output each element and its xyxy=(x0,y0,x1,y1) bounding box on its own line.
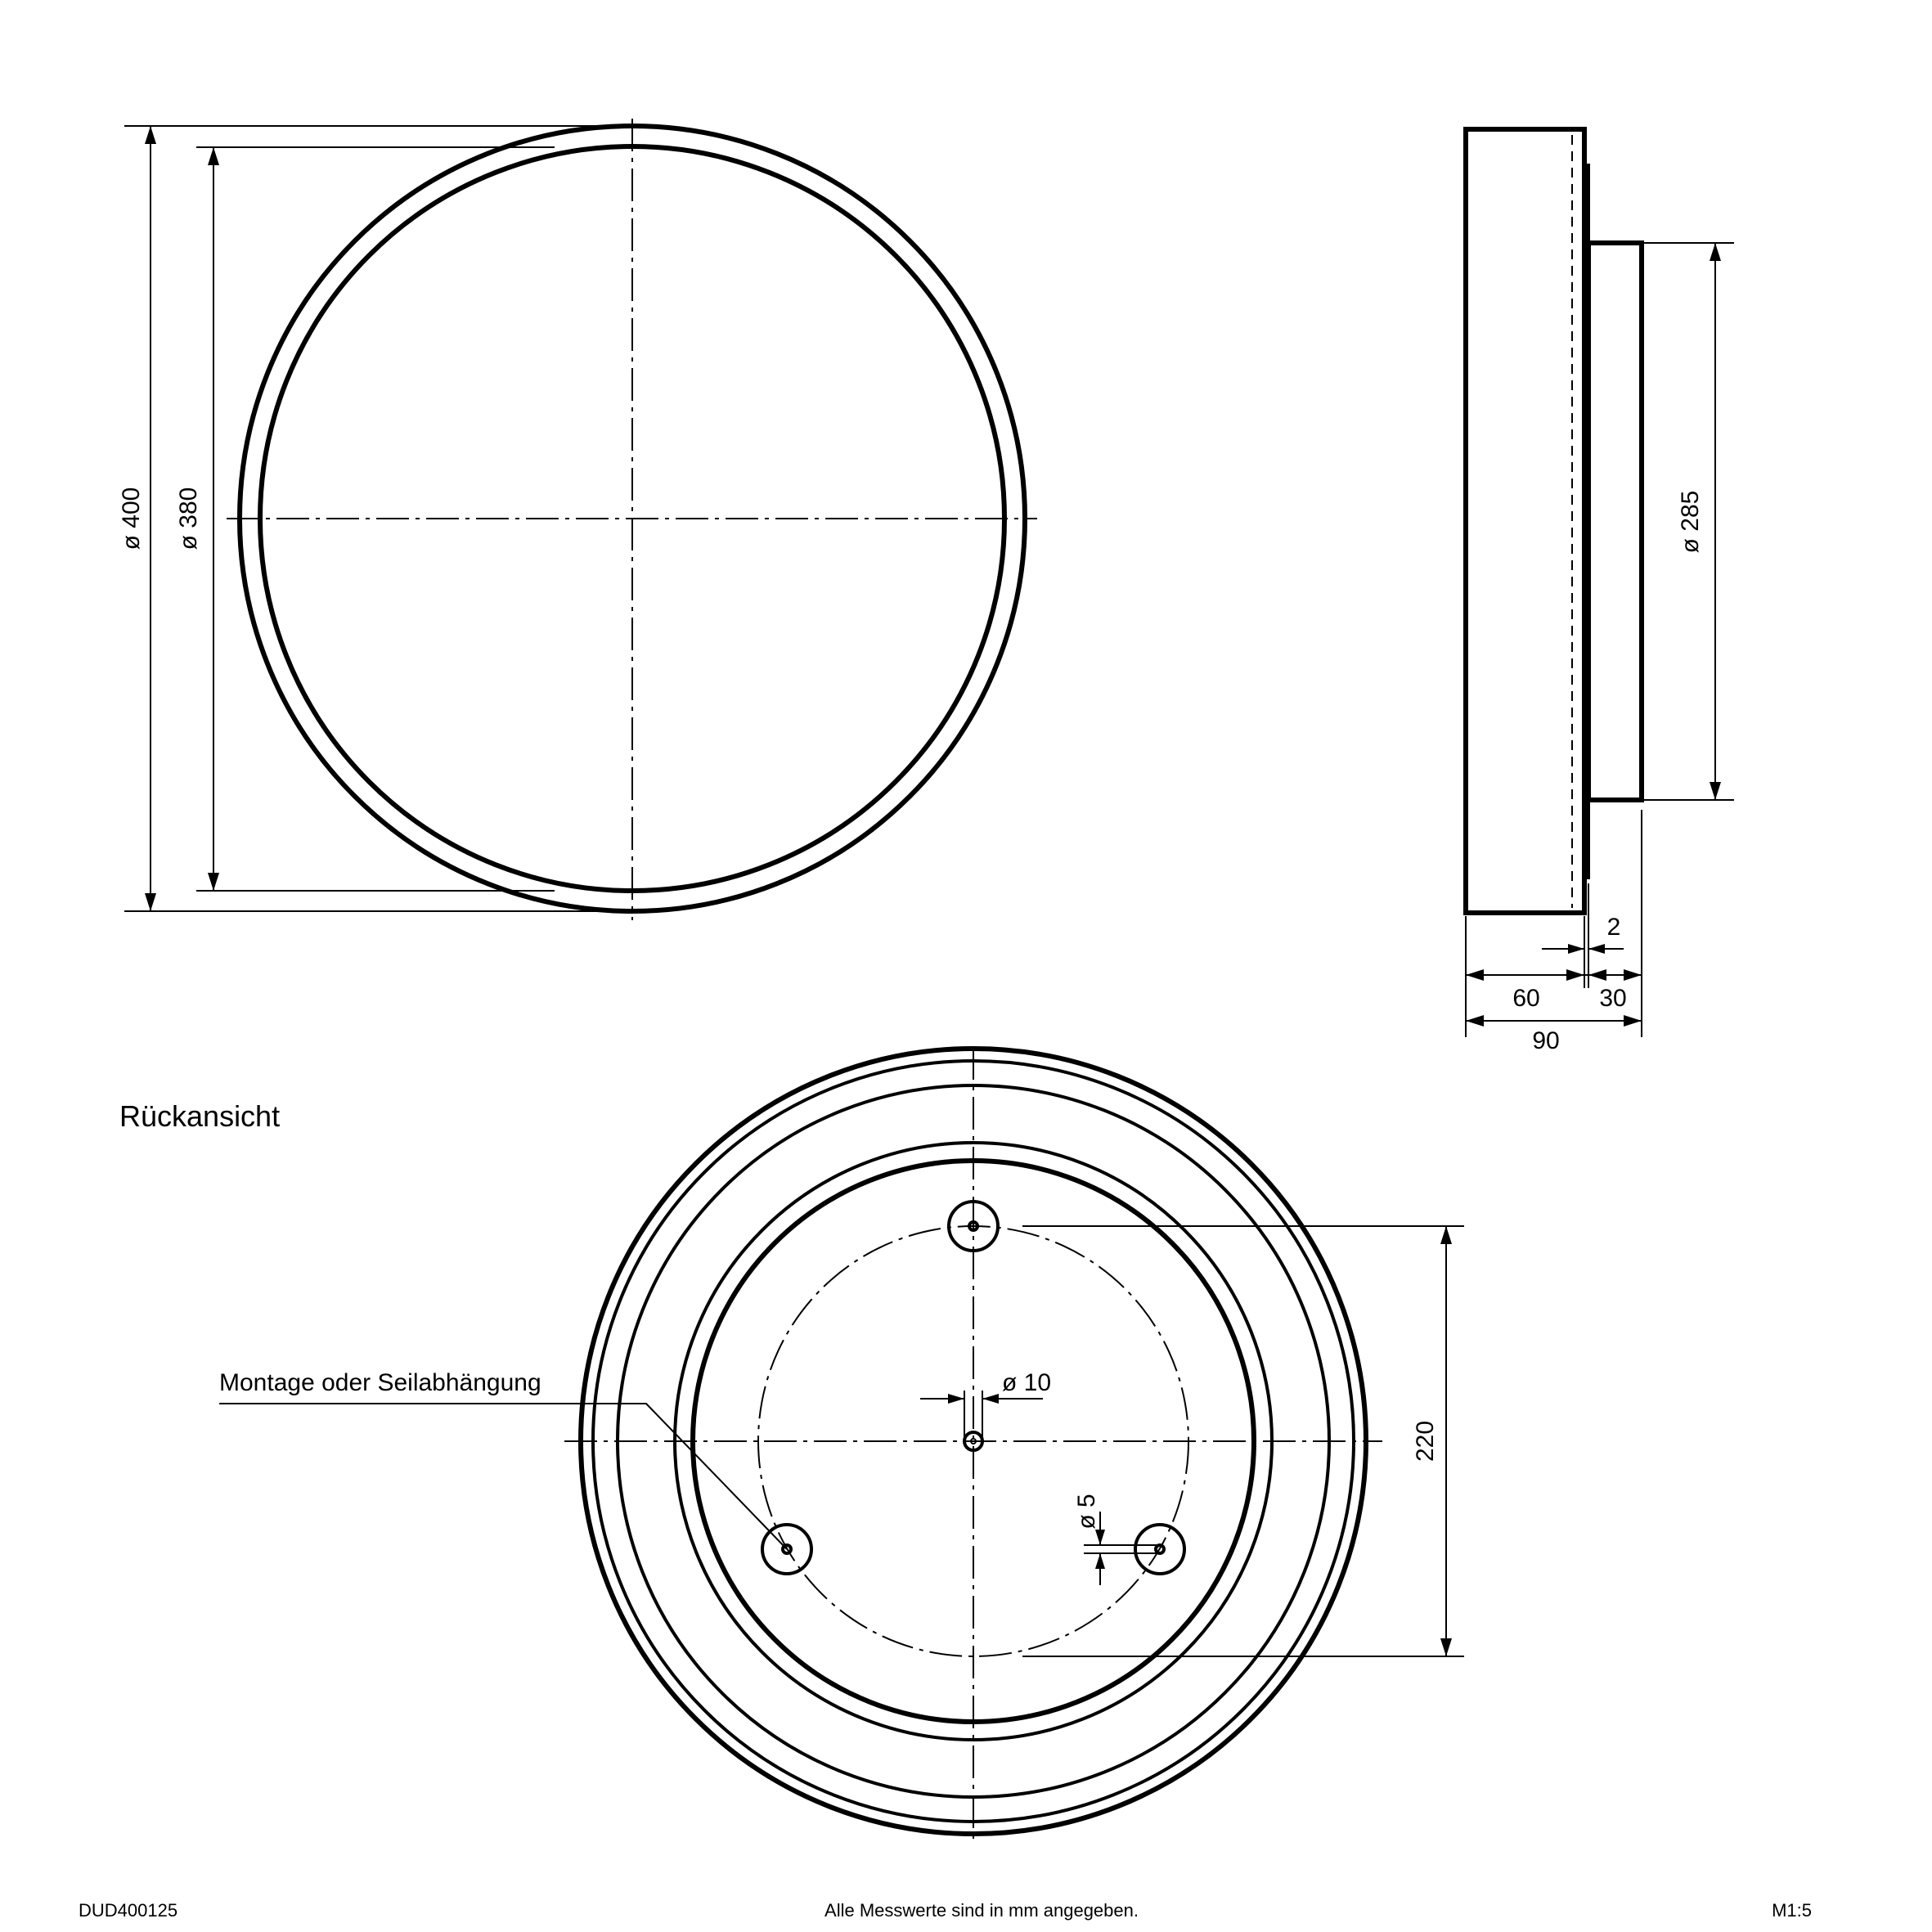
small-hole-arrow-top xyxy=(1095,1530,1105,1545)
side-base-arrow-top xyxy=(1710,243,1721,261)
side-gap-arrow-left xyxy=(1568,944,1584,954)
small-hole-arrow-bottom xyxy=(1095,1553,1105,1569)
side-total-arrow-left xyxy=(1466,1015,1484,1027)
center-hole-arrow-right xyxy=(982,1394,999,1404)
bolt-circle-label: 220 xyxy=(1412,1420,1439,1462)
mounting-note: Montage oder Seilabhängung xyxy=(219,1369,541,1396)
side-total-label: 90 xyxy=(1532,1027,1560,1054)
bolt-arrow-bottom xyxy=(1440,1638,1452,1656)
bolt-arrow-top xyxy=(1440,1226,1452,1244)
footer-note: Alle Messwerte sind in mm angegeben. xyxy=(824,1900,1139,1921)
side-base xyxy=(1588,243,1642,800)
front-view xyxy=(118,119,1037,920)
center-hole-label: ø 10 xyxy=(1002,1369,1052,1396)
side-depth-arrow-c xyxy=(1588,969,1606,981)
small-hole-label: ø 5 xyxy=(1073,1494,1100,1530)
article-number: DUD400125 xyxy=(79,1900,178,1921)
scale-label: M1:5 xyxy=(1772,1900,1812,1921)
side-gap-arrow-right xyxy=(1588,944,1605,954)
side-depth-arrow-a xyxy=(1466,969,1484,981)
side-base-arrow-bottom xyxy=(1710,782,1721,800)
footer xyxy=(79,1900,1812,1921)
front-inner-diameter-label: ø 380 xyxy=(175,487,202,550)
front-outer-diameter-label: ø 400 xyxy=(118,487,145,550)
side-depth-base-label: 30 xyxy=(1599,985,1627,1012)
front-inner-arrow-top xyxy=(208,147,219,165)
side-view xyxy=(1466,129,1734,1054)
side-depth-arrow-b xyxy=(1566,969,1584,981)
side-depth-arrow-d xyxy=(1624,969,1642,981)
side-gap-label: 2 xyxy=(1606,914,1621,941)
center-hole-arrow-left xyxy=(948,1394,964,1404)
mounting-note-leader xyxy=(219,1404,787,1549)
front-outer-arrow-bottom xyxy=(145,893,156,911)
side-diameter-label: ø 285 xyxy=(1677,490,1704,554)
back-view-title: Rückansicht xyxy=(119,1099,281,1133)
front-inner-arrow-bottom xyxy=(208,873,219,891)
back-view xyxy=(119,1047,1464,1840)
side-depth-body-label: 60 xyxy=(1512,985,1540,1012)
front-outer-arrow-top xyxy=(145,126,156,144)
side-body xyxy=(1466,129,1584,913)
side-total-arrow-right xyxy=(1624,1015,1642,1027)
